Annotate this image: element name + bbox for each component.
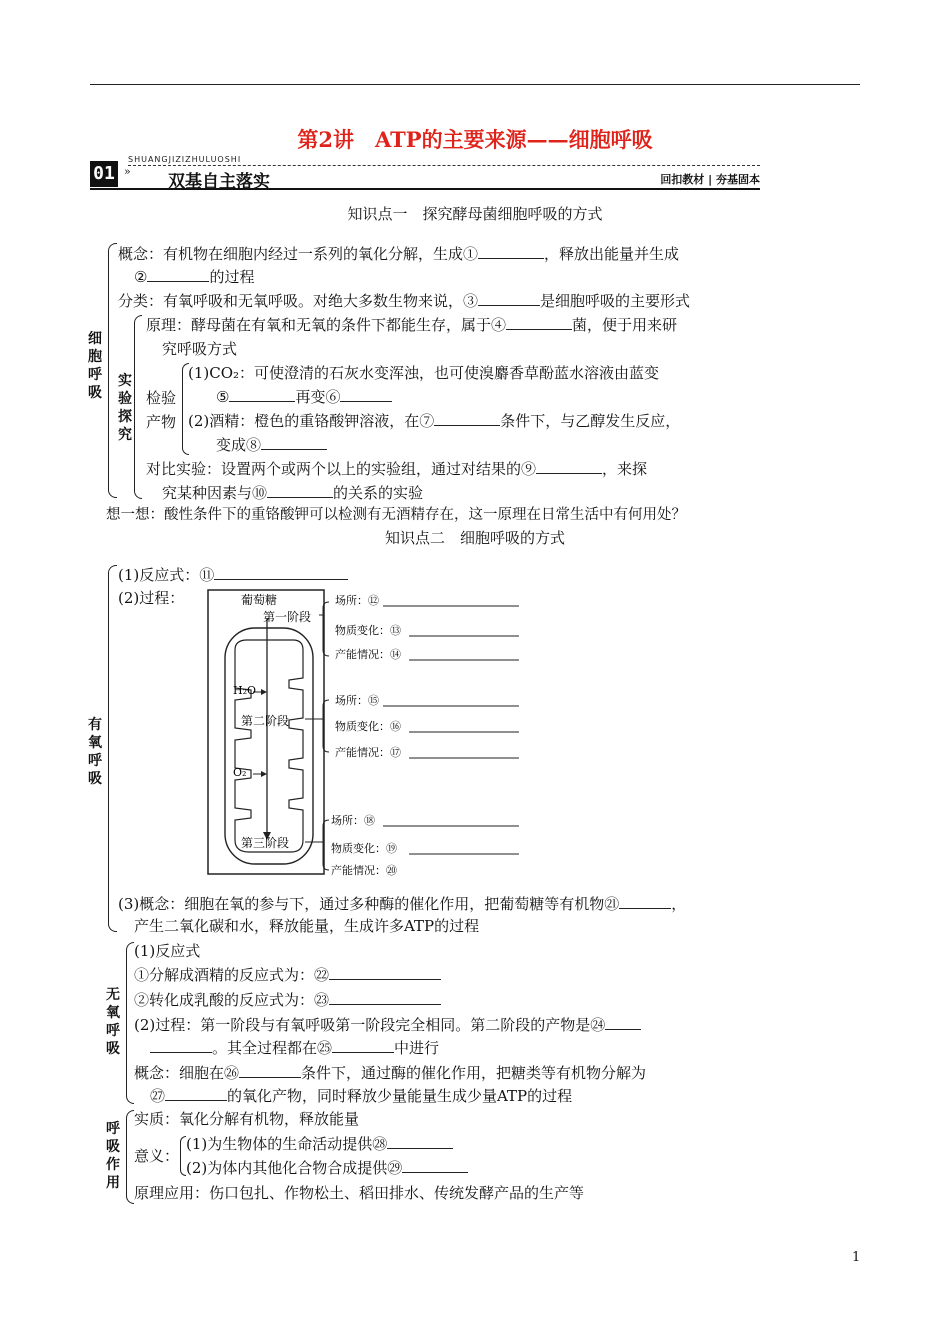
section-pinyin: SHUANGJIZIZHULUOSHI <box>128 155 242 164</box>
stage-1-label: 第一阶段 <box>263 610 312 624</box>
page-title: 第2讲 ATP的主要来源——细胞呼吸 <box>297 127 653 152</box>
role-essence: 实质：氧化分解有机物，释放能量 <box>134 1110 360 1128</box>
s1-change: 物质变化：⑬ <box>335 624 401 637</box>
s1-place: 场所：⑫ <box>335 594 379 607</box>
kp1-heading: 知识点一 探究酵母菌细胞呼吸的方式 <box>347 205 603 223</box>
kp1-sub-label: 实验探究 <box>118 373 132 443</box>
kp1-line-8: (2)酒精：橙色的重铬酸钾溶液，在⑦ 条件下，与乙醇发生反应， <box>188 412 681 430</box>
kp1-check-label: 检验产物 <box>146 389 177 431</box>
kp1-group-label: 细胞呼吸 <box>88 331 102 401</box>
section-badge <box>90 155 760 192</box>
s3-change: 物质变化：⑲ <box>331 842 397 855</box>
an-line-6: 概念：细胞在㉖ 条件下，通过酶的催化作用，把糖类等有机物分解为 <box>134 1064 647 1082</box>
section-dashed-rule <box>128 165 760 166</box>
aerobic-brace <box>108 565 117 932</box>
s1-energy: 产能情况：⑭ <box>335 648 401 661</box>
kp1-line-5: 究呼吸方式 <box>162 340 238 358</box>
role-meaning-2: (2)为体内其他化合物合成提供㉙ <box>186 1157 468 1178</box>
role-meaning-label: 意义： <box>134 1147 180 1165</box>
kp1-line-4: 原理：酵母菌在有氧和无氧的条件下都能生存，属于④ 菌，便于用来研 <box>146 316 678 334</box>
aerobic-concept-1: (3)概念：细胞在氧的参与下，通过多种酶的催化作用，把葡萄糖等有机物㉑ ， <box>118 895 687 913</box>
s3-energy: 产能情况：⑳ <box>331 864 397 877</box>
role-application: 原理应用：伤口包扎、作物松土、稻田排水、传统发酵产品的生产等 <box>134 1184 585 1202</box>
section-number: 01 <box>90 161 118 187</box>
an-line-2: ①分解成酒精的反应式为：㉒ <box>134 964 441 985</box>
section-rule <box>90 188 760 190</box>
mito-inner-membrane <box>235 640 303 852</box>
kp1-sub-brace <box>134 315 142 499</box>
h2o-label: H₂O <box>233 684 257 697</box>
anaerobic-label: 无氧呼吸 <box>106 987 120 1057</box>
kp1-line-11: 究某种因素与⑩ 的关系的实验 <box>162 484 424 502</box>
s2-change: 物质变化：⑯ <box>335 720 401 733</box>
double-chevron-icon: » <box>124 165 131 178</box>
s2-energy: 产能情况：⑰ <box>335 746 401 759</box>
section-tags: 回扣教材 | 夯基固本 <box>660 173 760 186</box>
top-rule <box>90 84 860 85</box>
aerobic-process: (2)过程： <box>118 589 185 607</box>
s3-place: 场所：⑱ <box>331 814 375 827</box>
kp1-line-2: ② 的过程 <box>134 268 255 286</box>
stage-2-label: 第二阶段 <box>241 714 290 728</box>
o2-label: O₂ <box>233 766 247 779</box>
aerobic-label: 有氧呼吸 <box>88 717 102 787</box>
section-title: 双基自主落实 <box>168 172 270 192</box>
kp1-line-9: 变成⑧ <box>216 434 327 455</box>
an-line-4: (2)过程：第一阶段与有氧呼吸第一阶段完全相同。第二阶段的产物是㉔ <box>134 1014 641 1035</box>
aerobic-concept-2: 产生二氧化碳和水，释放能量，生成许多ATP的过程 <box>134 917 480 935</box>
anaerobic-brace <box>126 942 134 1104</box>
role-meaning-1: (1)为生物体的生命活动提供㉘ <box>186 1133 453 1154</box>
an-line-1: (1)反应式 <box>134 942 201 960</box>
aerobic-equation: (1)反应式：⑪ <box>118 564 348 585</box>
kp1-line-10: 对比实验：设置两个或两个以上的实验组，通过对结果的⑨ ，来探 <box>146 460 648 478</box>
page-number: 1 <box>852 1250 861 1265</box>
kp2-heading: 知识点二 细胞呼吸的方式 <box>384 529 565 547</box>
mito-outer-membrane <box>225 628 313 864</box>
role-label: 呼吸作用 <box>106 1121 120 1191</box>
glucose-label: 葡萄糖 <box>241 593 278 607</box>
kp1-think: 想一想：酸性条件下的重铬酸钾可以检测有无酒精存在，这一原理在日常生活中有何用处？ <box>106 507 686 523</box>
an-line-5: 。其全过程都在㉕ 中进行 <box>150 1037 439 1058</box>
kp1-line-6: (1)CO₂：可使澄清的石灰水变浑浊，也可使溴麝香草酚蓝水溶液由蓝变 <box>188 364 660 382</box>
kp1-line-3: 分类：有氧呼吸和无氧呼吸。对绝大多数生物来说，③ 是细胞呼吸的主要形式 <box>118 292 691 310</box>
kp1-line-1: 概念：有机物在细胞内经过一系列的氧化分解，生成① ，释放出能量并生成 <box>118 245 680 263</box>
an-line-3: ②转化成乳酸的反应式为：㉓ <box>134 989 441 1010</box>
kp1-line-7: ⑤ 再变⑥ <box>216 386 392 407</box>
s2-place: 场所：⑮ <box>335 694 379 707</box>
stage-3-label: 第三阶段 <box>241 836 290 850</box>
an-line-7: ㉗ 的氧化产物，同时释放少量能量生成少量ATP的过程 <box>150 1087 573 1105</box>
mitochondrion-diagram <box>205 588 535 880</box>
kp1-brace <box>108 243 117 498</box>
role-brace <box>126 1110 134 1204</box>
